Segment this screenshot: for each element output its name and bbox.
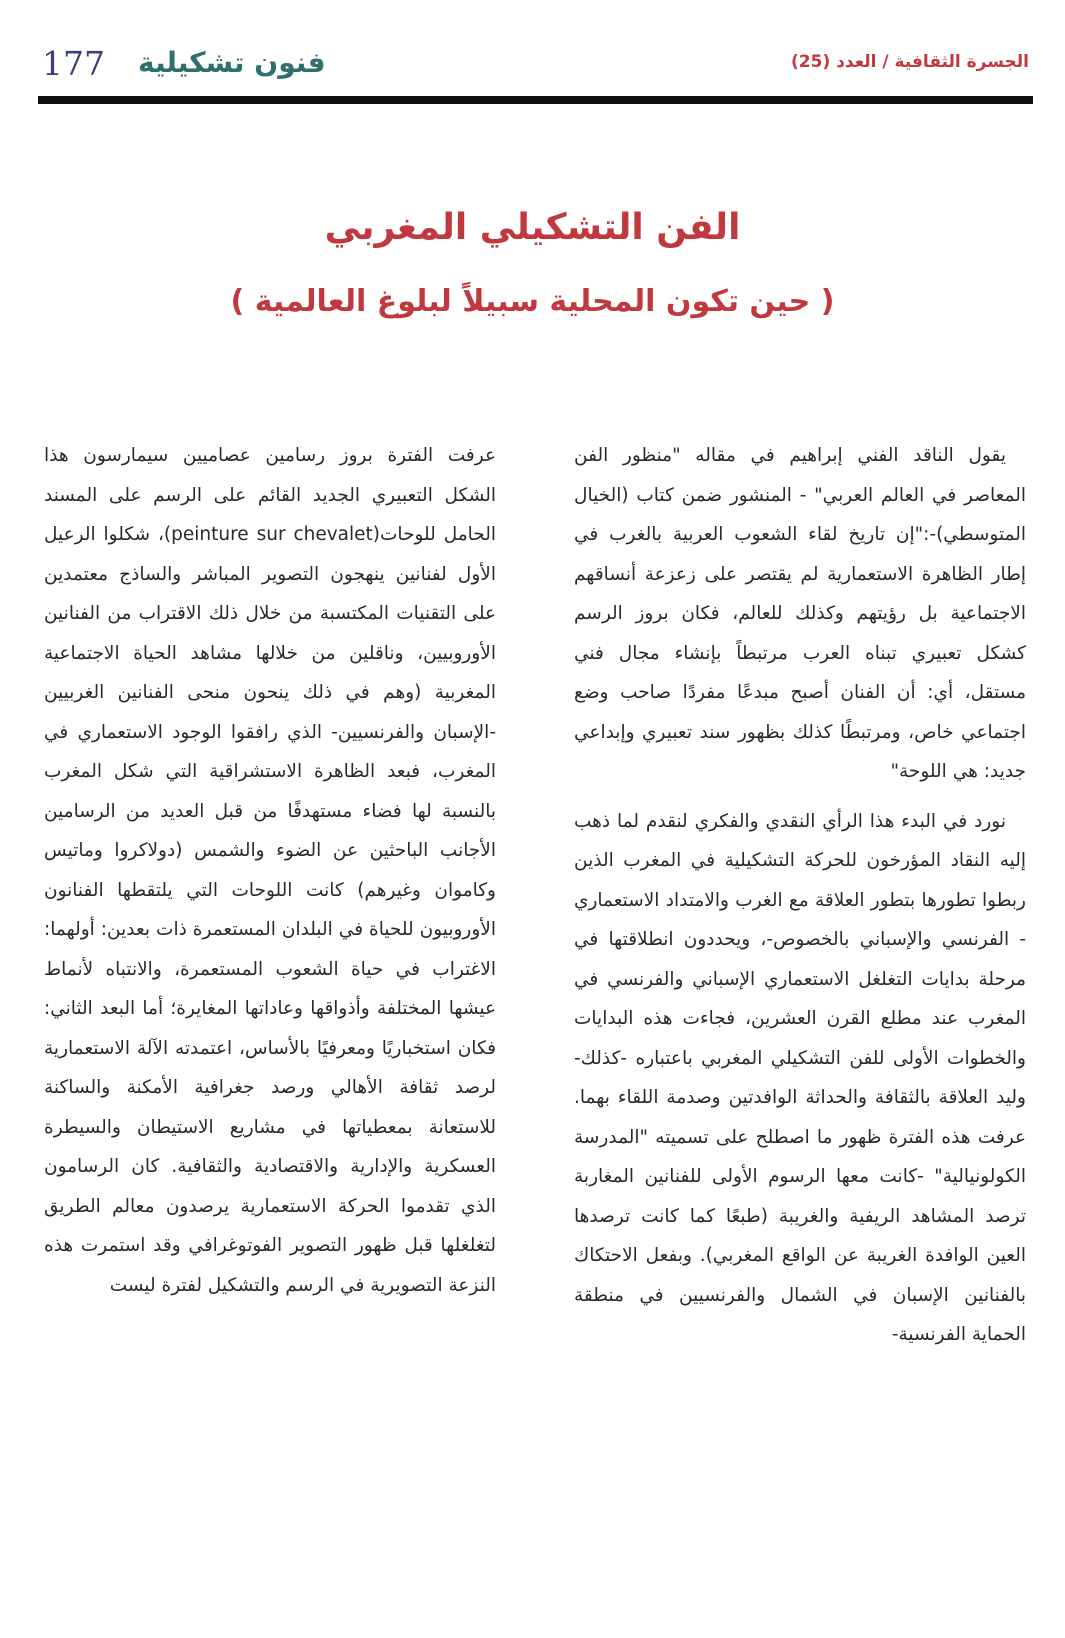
article-title: الفن التشكيلي المغربي (324, 207, 741, 248)
latin-term: peinture sur chevalet (171, 524, 373, 545)
left-column (44, 436, 496, 1315)
header-rule (38, 96, 1033, 104)
right-paragraph-1: يقول الناقد الفني إبراهيم في مقاله "منظور الفن المعاصر في العالم العربي" - المنشور ضمن كتاب (الخيال المتوسطي)-:"إن تاريخ لقاء الشعوب العربية بالغرب في إطار الظاهرة الاستعمارية لم يقتصر على زعزعة أنساقهم الاجتماعية بل رؤيتهم وكذلك للعالم، فكان بروز الرسم كشكل تعبيري تبناه العرب مرتبطاً بإنشاء مجال فني مستقل، أي: أن الفنان أصبح مبدعًا مفردًا صاحب وضع اجتماعي خاص، ومرتبطًا كذلك بظهور سند تعبيري وإبداعي جديد: هي اللوحة" (574, 445, 1026, 782)
journal-name: الجسرة الثقافية / العدد (25) (791, 52, 1029, 72)
article-title-block (120, 200, 945, 326)
left-text-after: )، شكلوا الرعيل الأول لفنانين ينهجون التصوير المباشر والساذج معتمدين على التقنيات المكتسبة من خلال ذلك الاقتراب من الفنانين الأوروبيين، وناقلين من خلالها مشاهد الحياة الاجتماعية المغربية (وهم في ذلك ينحون منحى الفنانين الغربيين -الإسبان والفرنسيين- الذي رافقوا الوجود الاستعماري في المغرب، فبعد الظاهرة الاستشراقية التي شكل المغرب بالنسبة لها فضاء مستهدفًا من قبل العديد من الرسامين الأجانب الباحثين عن الضوء والشمس (دولاكروا وماتيس وكاموان وغيرهم) كانت اللوحات التي يلتقطها الفنانون الأوروبيون للحياة في البلدان المستعمرة ذات بعدين: أولهما: الاغتراب في حياة الشعوب المستعمرة، والانتباه لأنماط عيشها المختلفة وأذواقها وعاداتها المغايرة؛ أما البعد الثاني: فكان استخباريًا ومعرفيًا بالأساس، اعتمدته الآلة الاستعمارية لرصد ثقافة الأهالي ورصد جغرافية الأمكنة والساكنة للاستعانة بمعطياتها في مشاريع الاستيطان والسيطرة العسكرية والإدارية والاقتصادية والثقافية. كان الرسامون الذي تقدموا الحركة الاستعمارية يرصدون معالم الطريق لتغلغلها قبل ظهور التصوير الفوتوغرافي وقد استمرت هذه النزعة التصويرية في الرسم والتشكيل لفترة ليست (44, 524, 496, 1296)
right-column (574, 436, 1026, 1365)
left-paragraph-1 (44, 436, 496, 1305)
article-subtitle: ( حين تكون المحلية سبيلاً لبلوغ العالمية ) (230, 284, 835, 319)
right-paragraph-2: نورد في البدء هذا الرأي النقدي والفكري لنقدم لما ذهب إليه النقاد المؤرخون للحركة التشكيلية في المغرب الذين ربطوا تطورها بتطور العلاقة مع الغرب والامتداد الاستعماري - الفرنسي والإسباني بالخصوص-، ويحددون انطلاقتها في مرحلة بدايات التغلغل الاستعماري الإسباني والفرنسي في المغرب عند مطلع القرن العشرين، فجاءت هذه البدايات والخطوات الأولى للفن التشكيلي المغربي باعتباره -كذلك- وليد العلاقة بالثقافة والحداثة الوافدتين وصدمة اللقاء بهما. عرفت هذه الفترة ظهور ما اصطلح على تسميته "المدرسة الكولونيالية" -كانت معها الرسوم الأولى للفنانين المغاربة ترصد المشاهد الريفية والغريبة (طبعًا كما كانت ترصدها العين الوافدة الغريبة عن الواقع المغربي). وبفعل الاحتكاك بالفنانين الإسبان في الشمال والفرنسيين في منطقة الحماية الفرنسية- (574, 810, 1026, 1345)
page-header (38, 40, 1033, 90)
left-text-before: عرفت الفترة بروز رسامين عصاميين سيمارسون هذا الشكل التعبيري الجديد القائم على الرسم على المسند الحامل للوحات( (44, 445, 496, 545)
section-name: فنون تشكيلية (138, 46, 326, 79)
page-number: 177 (42, 44, 105, 83)
